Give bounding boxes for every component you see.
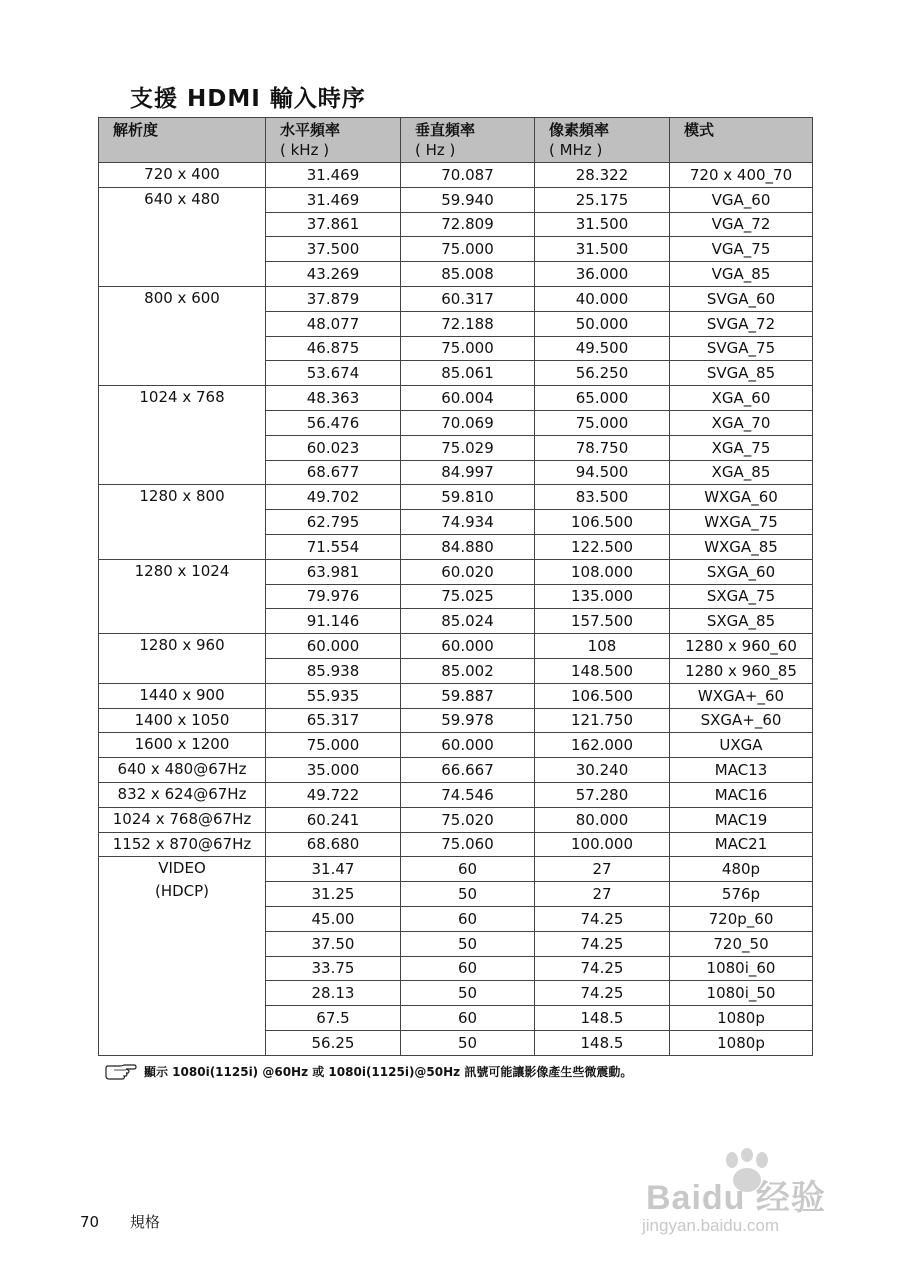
cell-vertical-frequency: 60 (401, 857, 535, 882)
watermark (640, 1148, 870, 1248)
cell-vertical-frequency: 85.002 (401, 658, 535, 683)
cell-vertical-frequency: 85.061 (401, 361, 535, 386)
cell-horizontal-frequency: 28.13 (266, 981, 401, 1006)
cell-pixel-frequency: 25.175 (535, 187, 670, 212)
cell-pixel-frequency: 122.500 (535, 534, 670, 559)
cell-vertical-frequency: 60.004 (401, 386, 535, 411)
cell-vertical-frequency: 60.020 (401, 559, 535, 584)
header-horizontal-frequency: 水平頻率 ( kHz ) (266, 118, 401, 163)
cell-pixel-frequency: 74.25 (535, 906, 670, 931)
cell-horizontal-frequency: 37.879 (266, 286, 401, 311)
cell-resolution: VIDEO (HDCP) (99, 857, 266, 1055)
cell-horizontal-frequency: 75.000 (266, 733, 401, 758)
cell-pixel-frequency: 74.25 (535, 931, 670, 956)
cell-pixel-frequency: 108.000 (535, 559, 670, 584)
cell-pixel-frequency: 83.500 (535, 485, 670, 510)
cell-horizontal-frequency: 48.077 (266, 311, 401, 336)
cell-mode: MAC13 (670, 758, 813, 783)
header-pixel-frequency: 像素頻率 ( MHz ) (535, 118, 670, 163)
cell-horizontal-frequency: 35.000 (266, 758, 401, 783)
table-header-row (99, 118, 813, 163)
cell-resolution: 720 x 400 (99, 163, 266, 188)
cell-resolution: 1440 x 900 (99, 683, 266, 708)
cell-pixel-frequency: 135.000 (535, 584, 670, 609)
cell-resolution: 832 x 624@67Hz (99, 782, 266, 807)
page-footer (80, 1211, 186, 1232)
cell-pixel-frequency: 157.500 (535, 609, 670, 634)
cell-mode: SXGA_75 (670, 584, 813, 609)
cell-vertical-frequency: 74.546 (401, 782, 535, 807)
cell-resolution: 1280 x 960 (99, 634, 266, 684)
table-row (99, 708, 813, 733)
cell-vertical-frequency: 50 (401, 1030, 535, 1055)
header-resolution: 解析度 (99, 118, 266, 163)
cell-horizontal-frequency: 63.981 (266, 559, 401, 584)
cell-mode: SVGA_60 (670, 286, 813, 311)
cell-vertical-frequency: 60 (401, 1006, 535, 1031)
cell-mode: XGA_85 (670, 460, 813, 485)
cell-mode: VGA_60 (670, 187, 813, 212)
cell-vertical-frequency: 75.029 (401, 435, 535, 460)
cell-mode: WXGA_85 (670, 534, 813, 559)
cell-horizontal-frequency: 33.75 (266, 956, 401, 981)
cell-pixel-frequency: 106.500 (535, 510, 670, 535)
cell-pixel-frequency: 28.322 (535, 163, 670, 188)
cell-mode: WXGA+_60 (670, 683, 813, 708)
cell-vertical-frequency: 85.024 (401, 609, 535, 634)
pointing-hand-icon (104, 1064, 138, 1080)
table-row (99, 634, 813, 659)
cell-vertical-frequency: 75.000 (401, 237, 535, 262)
cell-horizontal-frequency: 31.47 (266, 857, 401, 882)
page-number: 70 (80, 1213, 100, 1231)
cell-vertical-frequency: 75.020 (401, 807, 535, 832)
table-row (99, 857, 813, 882)
cell-horizontal-frequency: 31.25 (266, 882, 401, 907)
cell-mode: XGA_70 (670, 410, 813, 435)
cell-mode: SVGA_85 (670, 361, 813, 386)
cell-mode: VGA_75 (670, 237, 813, 262)
table-row (99, 733, 813, 758)
cell-mode: WXGA_60 (670, 485, 813, 510)
cell-mode: UXGA (670, 733, 813, 758)
cell-vertical-frequency: 59.810 (401, 485, 535, 510)
cell-pixel-frequency: 65.000 (535, 386, 670, 411)
cell-resolution: 1152 x 870@67Hz (99, 832, 266, 857)
table-row (99, 758, 813, 783)
cell-mode: 1080p (670, 1030, 813, 1055)
cell-vertical-frequency: 60 (401, 906, 535, 931)
table-row (99, 559, 813, 584)
cell-pixel-frequency: 74.25 (535, 956, 670, 981)
cell-mode: 1080i_60 (670, 956, 813, 981)
cell-resolution: 1024 x 768@67Hz (99, 807, 266, 832)
cell-resolution: 800 x 600 (99, 286, 266, 385)
cell-horizontal-frequency: 45.00 (266, 906, 401, 931)
cell-horizontal-frequency: 79.976 (266, 584, 401, 609)
cell-horizontal-frequency: 62.795 (266, 510, 401, 535)
cell-horizontal-frequency: 53.674 (266, 361, 401, 386)
cell-vertical-frequency: 60 (401, 956, 535, 981)
table-row (99, 683, 813, 708)
watermark-brand: Baidu 经验 (646, 1179, 826, 1217)
header-mode: 模式 (670, 118, 813, 163)
cell-pixel-frequency: 148.5 (535, 1030, 670, 1055)
cell-vertical-frequency: 75.060 (401, 832, 535, 857)
hdmi-timing-table (98, 117, 813, 1056)
cell-mode: MAC21 (670, 832, 813, 857)
cell-vertical-frequency: 84.997 (401, 460, 535, 485)
cell-mode: MAC16 (670, 782, 813, 807)
cell-mode: 1080i_50 (670, 981, 813, 1006)
table-row (99, 187, 813, 212)
cell-vertical-frequency: 72.188 (401, 311, 535, 336)
cell-mode: 1280 x 960_85 (670, 658, 813, 683)
table-row (99, 832, 813, 857)
cell-horizontal-frequency: 43.269 (266, 262, 401, 287)
cell-mode: MAC19 (670, 807, 813, 832)
cell-horizontal-frequency: 48.363 (266, 386, 401, 411)
cell-horizontal-frequency: 85.938 (266, 658, 401, 683)
cell-pixel-frequency: 121.750 (535, 708, 670, 733)
cell-mode: XGA_75 (670, 435, 813, 460)
cell-mode: SVGA_75 (670, 336, 813, 361)
cell-horizontal-frequency: 60.241 (266, 807, 401, 832)
cell-vertical-frequency: 74.934 (401, 510, 535, 535)
cell-mode: 720_50 (670, 931, 813, 956)
note-text: 顯示 1080i(1125i) @60Hz 或 1080i(1125i)@50Hz 訊號可能讓影像產生些微震動。 (144, 1065, 633, 1079)
cell-resolution: 1600 x 1200 (99, 733, 266, 758)
cell-mode: WXGA_75 (670, 510, 813, 535)
cell-horizontal-frequency: 46.875 (266, 336, 401, 361)
cell-pixel-frequency: 78.750 (535, 435, 670, 460)
cell-vertical-frequency: 60.000 (401, 733, 535, 758)
cell-pixel-frequency: 162.000 (535, 733, 670, 758)
cell-vertical-frequency: 72.809 (401, 212, 535, 237)
cell-vertical-frequency: 59.978 (401, 708, 535, 733)
cell-pixel-frequency: 49.500 (535, 336, 670, 361)
cell-pixel-frequency: 106.500 (535, 683, 670, 708)
cell-resolution: 1024 x 768 (99, 386, 266, 485)
cell-resolution: 1400 x 1050 (99, 708, 266, 733)
table-body (99, 163, 813, 1056)
cell-horizontal-frequency: 37.861 (266, 212, 401, 237)
cell-vertical-frequency: 84.880 (401, 534, 535, 559)
cell-pixel-frequency: 148.500 (535, 658, 670, 683)
cell-vertical-frequency: 70.087 (401, 163, 535, 188)
cell-pixel-frequency: 30.240 (535, 758, 670, 783)
cell-horizontal-frequency: 31.469 (266, 163, 401, 188)
cell-vertical-frequency: 60.000 (401, 634, 535, 659)
cell-pixel-frequency: 57.280 (535, 782, 670, 807)
table-row (99, 782, 813, 807)
cell-pixel-frequency: 27 (535, 882, 670, 907)
table-row (99, 163, 813, 188)
cell-mode: SXGA_60 (670, 559, 813, 584)
note (104, 1063, 632, 1080)
cell-mode: SXGA+_60 (670, 708, 813, 733)
cell-vertical-frequency: 70.069 (401, 410, 535, 435)
table-row (99, 386, 813, 411)
cell-pixel-frequency: 94.500 (535, 460, 670, 485)
page-title: 支援 HDMI 輸入時序 (130, 86, 366, 112)
cell-horizontal-frequency: 60.023 (266, 435, 401, 460)
cell-horizontal-frequency: 49.722 (266, 782, 401, 807)
cell-mode: 480p (670, 857, 813, 882)
cell-mode: 576p (670, 882, 813, 907)
cell-resolution: 1280 x 800 (99, 485, 266, 559)
cell-pixel-frequency: 50.000 (535, 311, 670, 336)
cell-mode: SVGA_72 (670, 311, 813, 336)
header-vertical-frequency: 垂直頻率 ( Hz ) (401, 118, 535, 163)
cell-vertical-frequency: 75.025 (401, 584, 535, 609)
cell-pixel-frequency: 31.500 (535, 237, 670, 262)
cell-pixel-frequency: 75.000 (535, 410, 670, 435)
cell-mode: 720p_60 (670, 906, 813, 931)
cell-vertical-frequency: 50 (401, 882, 535, 907)
cell-vertical-frequency: 50 (401, 981, 535, 1006)
cell-horizontal-frequency: 71.554 (266, 534, 401, 559)
cell-vertical-frequency: 60.317 (401, 286, 535, 311)
cell-horizontal-frequency: 55.935 (266, 683, 401, 708)
table-row (99, 807, 813, 832)
watermark-url: jingyan.baidu.com (642, 1216, 780, 1235)
cell-vertical-frequency: 59.940 (401, 187, 535, 212)
cell-pixel-frequency: 80.000 (535, 807, 670, 832)
cell-resolution: 640 x 480 (99, 187, 266, 286)
cell-pixel-frequency: 56.250 (535, 361, 670, 386)
cell-horizontal-frequency: 31.469 (266, 187, 401, 212)
cell-mode: 1280 x 960_60 (670, 634, 813, 659)
cell-horizontal-frequency: 37.50 (266, 931, 401, 956)
table-row (99, 485, 813, 510)
table-row (99, 286, 813, 311)
cell-horizontal-frequency: 56.25 (266, 1030, 401, 1055)
cell-resolution: 1280 x 1024 (99, 559, 266, 633)
cell-vertical-frequency: 50 (401, 931, 535, 956)
cell-horizontal-frequency: 68.677 (266, 460, 401, 485)
cell-horizontal-frequency: 49.702 (266, 485, 401, 510)
cell-mode: VGA_72 (670, 212, 813, 237)
cell-vertical-frequency: 75.000 (401, 336, 535, 361)
cell-vertical-frequency: 85.008 (401, 262, 535, 287)
cell-resolution: 640 x 480@67Hz (99, 758, 266, 783)
cell-mode: 1080p (670, 1006, 813, 1031)
cell-pixel-frequency: 40.000 (535, 286, 670, 311)
cell-horizontal-frequency: 68.680 (266, 832, 401, 857)
cell-horizontal-frequency: 60.000 (266, 634, 401, 659)
cell-vertical-frequency: 59.887 (401, 683, 535, 708)
cell-horizontal-frequency: 67.5 (266, 1006, 401, 1031)
cell-mode: SXGA_85 (670, 609, 813, 634)
section-name: 規格 (129, 1213, 160, 1231)
cell-mode: XGA_60 (670, 386, 813, 411)
cell-horizontal-frequency: 37.500 (266, 237, 401, 262)
cell-horizontal-frequency: 65.317 (266, 708, 401, 733)
cell-mode: 720 x 400_70 (670, 163, 813, 188)
cell-pixel-frequency: 74.25 (535, 981, 670, 1006)
cell-pixel-frequency: 148.5 (535, 1006, 670, 1031)
cell-pixel-frequency: 100.000 (535, 832, 670, 857)
cell-horizontal-frequency: 91.146 (266, 609, 401, 634)
cell-vertical-frequency: 66.667 (401, 758, 535, 783)
cell-pixel-frequency: 27 (535, 857, 670, 882)
cell-pixel-frequency: 31.500 (535, 212, 670, 237)
cell-horizontal-frequency: 56.476 (266, 410, 401, 435)
cell-mode: VGA_85 (670, 262, 813, 287)
cell-pixel-frequency: 108 (535, 634, 670, 659)
cell-pixel-frequency: 36.000 (535, 262, 670, 287)
